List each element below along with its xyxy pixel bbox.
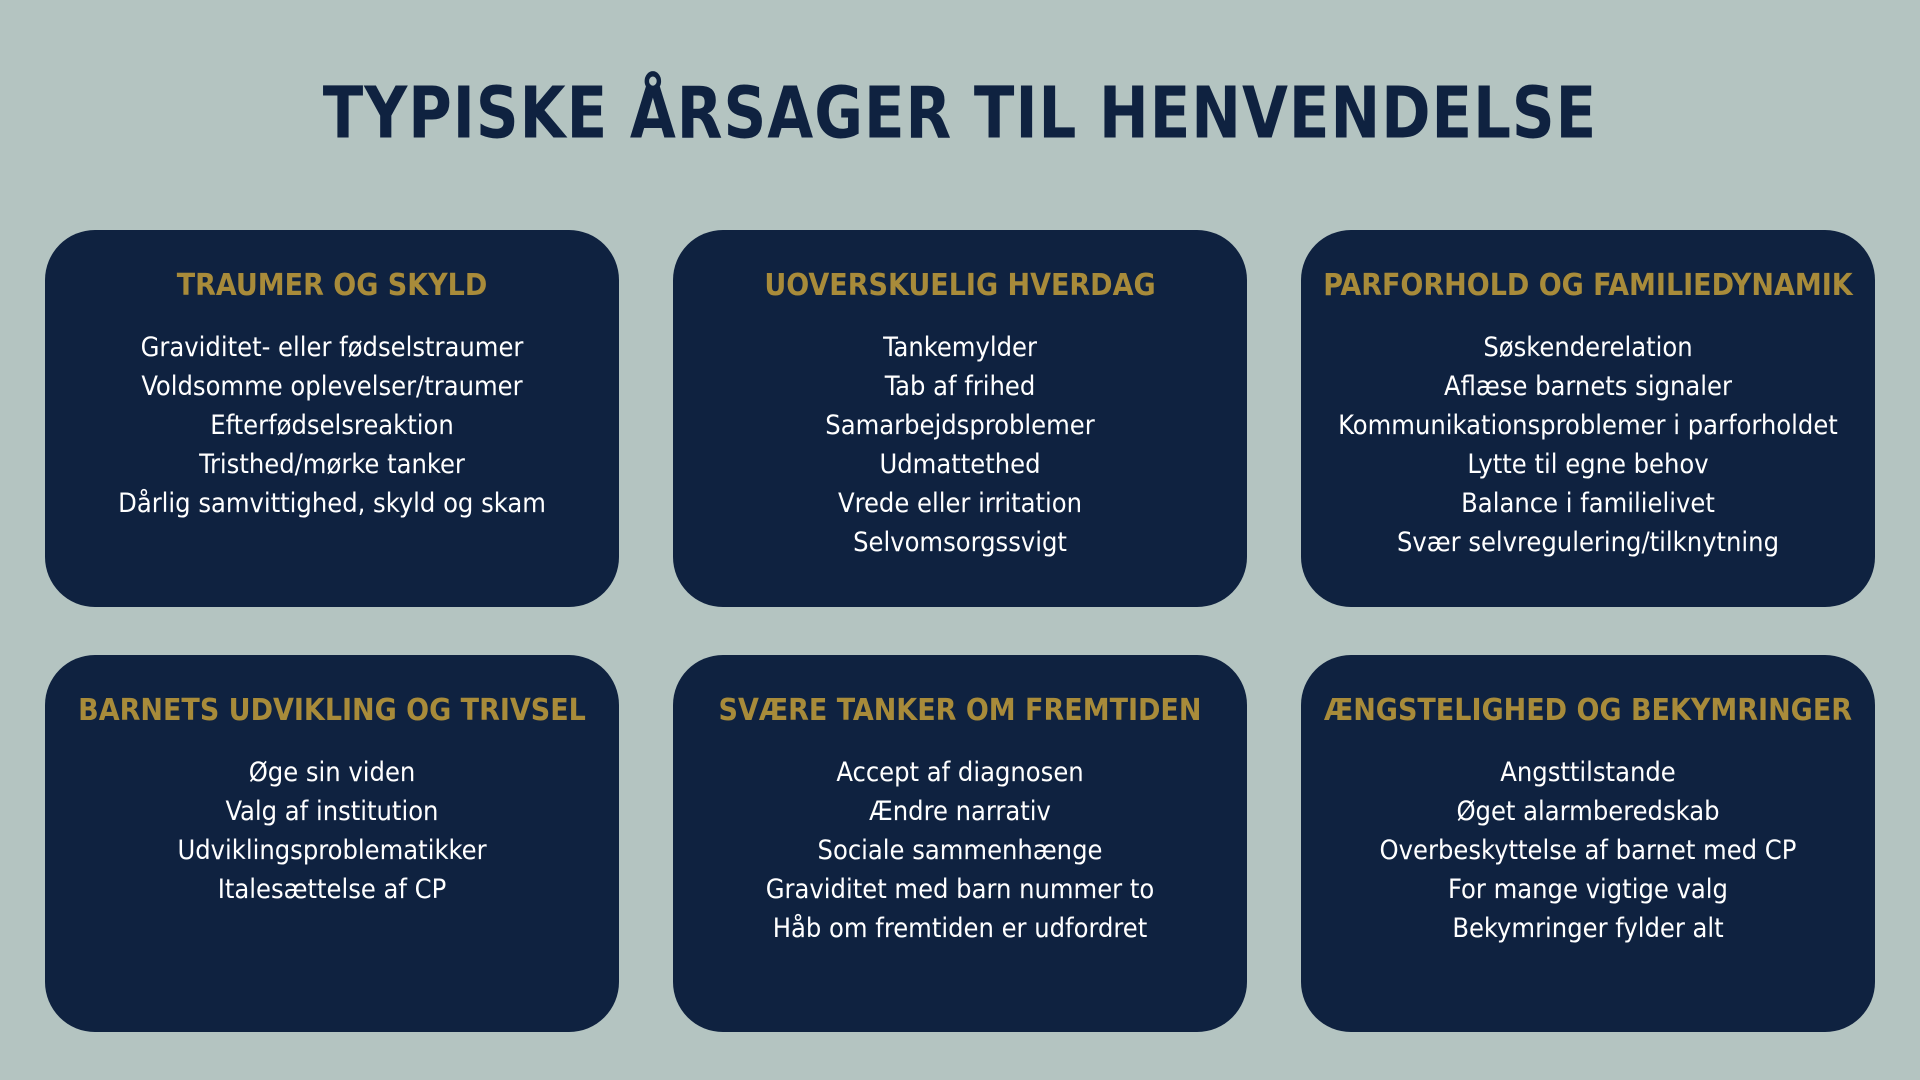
card-title: PARFORHOLD OG FAMILIEDYNAMIK xyxy=(1323,268,1853,303)
list-item: Udviklingsproblematikker xyxy=(177,835,487,866)
card-uoverskuelig-hverdag xyxy=(673,230,1247,607)
card-list xyxy=(673,328,1247,562)
card-list xyxy=(1301,328,1875,562)
list-item: Overbeskyttelse af barnet med CP xyxy=(1379,835,1797,866)
list-item: Svær selvregulering/tilknytning xyxy=(1396,527,1779,558)
list-item: Graviditet- eller fødselstraumer xyxy=(140,332,524,363)
card-title: ÆNGSTELIGHED OG BEKYMRINGER xyxy=(1323,693,1853,728)
card-title: UOVERSKUELIG HVERDAG xyxy=(764,268,1156,303)
list-item: Accept af diagnosen xyxy=(836,757,1084,788)
card-title: SVÆRE TANKER OM FREMTIDEN xyxy=(718,693,1202,728)
card-title: TRAUMER OG SKYLD xyxy=(176,268,488,303)
list-item: Ændre narrativ xyxy=(869,796,1051,827)
list-item: Lytte til egne behov xyxy=(1467,449,1709,480)
list-item: Valg af institution xyxy=(225,796,439,827)
card-title: BARNETS UDVIKLING OG TRIVSEL xyxy=(78,693,586,728)
list-item: Samarbejdsproblemer xyxy=(825,410,1095,441)
list-item: Kommunikationsproblemer i parforholdet xyxy=(1338,410,1838,441)
list-item: Angsttilstande xyxy=(1500,757,1676,788)
page-title: TYPISKE ÅRSAGER TIL HENVENDELSE xyxy=(322,71,1598,156)
card-traumer-og-skyld xyxy=(45,230,619,607)
list-item: Graviditet med barn nummer to xyxy=(765,874,1155,905)
list-item: Udmattethed xyxy=(879,449,1041,480)
card-svaere-tanker-om-fremtiden xyxy=(673,655,1247,1032)
list-item: Italesættelse af CP xyxy=(217,874,447,905)
list-item: Tankemylder xyxy=(883,332,1037,363)
list-item: Tristhed/mørke tanker xyxy=(199,449,465,480)
list-item: Tab af frihed xyxy=(884,371,1036,402)
list-item: Efterfødselsreaktion xyxy=(210,410,454,441)
list-item: Søskenderelation xyxy=(1483,332,1693,363)
list-item: Håb om fremtiden er udfordret xyxy=(772,913,1148,944)
list-item: Sociale sammenhænge xyxy=(817,835,1103,866)
list-item: Voldsomme oplevelser/traumer xyxy=(141,371,523,402)
list-item: Bekymringer fylder alt xyxy=(1452,913,1724,944)
list-item: Øge sin viden xyxy=(248,757,416,788)
list-item: For mange vigtige valg xyxy=(1448,874,1728,905)
list-item: Balance i familielivet xyxy=(1461,488,1715,519)
list-item: Vrede eller irritation xyxy=(837,488,1083,519)
card-aengstelighed-og-bekymringer xyxy=(1301,655,1875,1032)
card-list xyxy=(1301,753,1875,948)
list-item: Dårlig samvittighed, skyld og skam xyxy=(118,488,546,519)
card-barnets-udvikling-og-trivsel xyxy=(45,655,619,1032)
card-list xyxy=(45,328,619,523)
card-list xyxy=(45,753,619,909)
list-item: Øget alarmberedskab xyxy=(1456,796,1720,827)
cards-grid xyxy=(45,230,1875,1032)
card-parforhold-og-familiedynamik xyxy=(1301,230,1875,607)
card-list xyxy=(673,753,1247,948)
list-item: Selvomsorgssvigt xyxy=(853,527,1067,558)
list-item: Aflæse barnets signaler xyxy=(1444,371,1732,402)
